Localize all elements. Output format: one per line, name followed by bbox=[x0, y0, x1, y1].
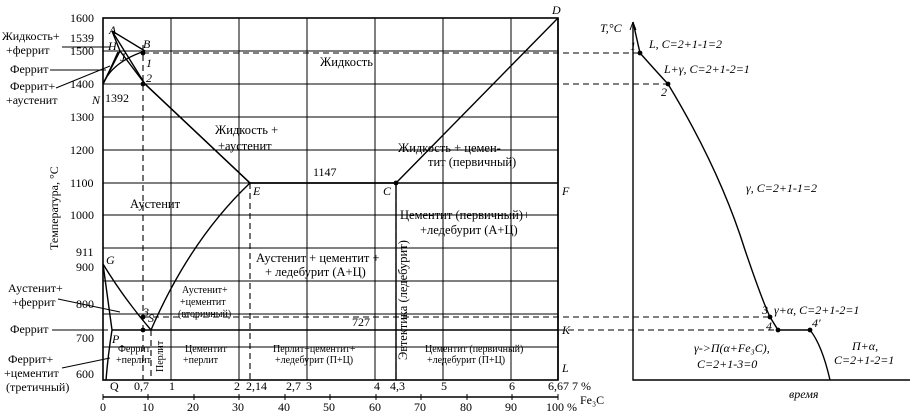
svg-text:γ+α, C=2+1-2=1: γ+α, C=2+1-2=1 bbox=[774, 303, 860, 317]
svg-text:H: H bbox=[108, 39, 117, 53]
y-tick-911: 911 bbox=[76, 245, 94, 259]
y-tick-1400: 1400 bbox=[70, 77, 94, 91]
svg-text:Цементит (первичный)+: Цементит (первичный)+ bbox=[400, 208, 530, 222]
svg-text:T,°C: T,°C bbox=[600, 21, 622, 35]
svg-text:C=2+1-2=1: C=2+1-2=1 bbox=[834, 353, 895, 367]
svg-text:Жидкость+: Жидкость+ bbox=[2, 29, 60, 43]
svg-text:(вторичный): (вторичный) bbox=[178, 309, 232, 320]
svg-text:2: 2 bbox=[661, 85, 667, 99]
svg-text:E: E bbox=[253, 184, 261, 198]
svg-text:Феррит: Феррит bbox=[118, 344, 151, 355]
svg-text:80: 80 bbox=[460, 400, 472, 414]
region-labels bbox=[116, 55, 530, 372]
svg-text:Феррит+: Феррит+ bbox=[10, 79, 56, 93]
svg-text:+перлит: +перлит bbox=[183, 355, 219, 366]
svg-text:+аустенит: +аустенит bbox=[218, 139, 272, 153]
svg-text:(третичный): (третичный) bbox=[6, 380, 70, 394]
svg-text:J: J bbox=[120, 50, 126, 64]
svg-text:L: L bbox=[562, 361, 569, 375]
y-axis-title: Температура, °С bbox=[47, 166, 61, 250]
svg-text:Жидкость: Жидкость bbox=[320, 55, 373, 69]
svg-text:1147: 1147 bbox=[313, 165, 337, 179]
svg-text:N: N bbox=[92, 93, 101, 107]
svg-text:Цементит: Цементит bbox=[185, 344, 227, 355]
svg-text:4,3: 4,3 bbox=[390, 379, 405, 393]
svg-text:50: 50 bbox=[323, 400, 335, 414]
svg-text:K: K bbox=[562, 323, 571, 337]
svg-text:4′: 4′ bbox=[812, 316, 821, 330]
svg-text:П+α,: П+α, bbox=[852, 339, 879, 353]
y-tick-1200: 1200 bbox=[70, 143, 94, 157]
svg-text:10: 10 bbox=[142, 400, 154, 414]
svg-text:F: F bbox=[562, 184, 570, 198]
svg-text:+аустенит: +аустенит bbox=[6, 93, 58, 107]
svg-text:20: 20 bbox=[187, 400, 199, 414]
svg-text:Аустенит+: Аустенит+ bbox=[8, 281, 63, 295]
svg-text:90: 90 bbox=[505, 400, 517, 414]
gp-line bbox=[103, 264, 112, 330]
y-tick-1600: 1600 bbox=[70, 11, 94, 25]
y-tick-600: 600 bbox=[76, 367, 94, 381]
svg-text:D: D bbox=[552, 3, 561, 17]
svg-text:L, C=2+1-1=2: L, C=2+1-1=2 bbox=[649, 37, 722, 51]
y-tick-900: 900 bbox=[76, 260, 94, 274]
svg-text:P: P bbox=[112, 332, 120, 346]
left-axis bbox=[47, 11, 94, 381]
svg-text:0: 0 bbox=[100, 400, 106, 414]
svg-text:Феррит+: Феррит+ bbox=[8, 352, 54, 366]
svg-text:1: 1 bbox=[146, 56, 152, 70]
svg-text:S: S bbox=[148, 311, 154, 325]
svg-text:+цементит: +цементит bbox=[4, 366, 59, 380]
svg-text:Цементит (первичный): Цементит (первичный) bbox=[425, 344, 524, 355]
svg-text:Феррит: Феррит bbox=[10, 62, 49, 76]
svg-text:Аустенит+: Аустенит+ bbox=[182, 285, 228, 296]
svg-text:+ледебурит (П+Ц): +ледебурит (П+Ц) bbox=[275, 355, 354, 366]
svg-text:Аустенит + цементит +: Аустенит + цементит + bbox=[256, 251, 380, 265]
svg-text:A: A bbox=[109, 23, 117, 37]
svg-text:727: 727 bbox=[352, 315, 370, 329]
y-tick-700: 700 bbox=[76, 331, 94, 345]
svg-text:+цементит: +цементит bbox=[180, 297, 226, 308]
svg-text:6,67: 6,67 bbox=[548, 379, 569, 393]
svg-text:2: 2 bbox=[146, 71, 152, 85]
svg-text:30: 30 bbox=[232, 400, 244, 414]
svg-text:C=2+1-3=0: C=2+1-3=0 bbox=[697, 357, 758, 371]
svg-text:1: 1 bbox=[169, 379, 175, 393]
svg-text:γ->П(α+Fe₃C),: γ->П(α+Fe₃C), bbox=[694, 341, 770, 355]
svg-text:B: B bbox=[143, 37, 151, 51]
svg-text:40: 40 bbox=[278, 400, 290, 414]
svg-text:1392: 1392 bbox=[105, 91, 129, 105]
svg-text:2,7: 2,7 bbox=[286, 379, 301, 393]
svg-text:Жидкость +: Жидкость + bbox=[215, 123, 279, 137]
svg-text:Перлит: Перлит bbox=[155, 340, 166, 372]
svg-text:3: 3 bbox=[306, 379, 312, 393]
svg-text:+ледебурит (А+Ц): +ледебурит (А+Ц) bbox=[420, 223, 518, 237]
svg-text:C: C bbox=[383, 184, 392, 198]
svg-text:6: 6 bbox=[509, 379, 515, 393]
svg-text:G: G bbox=[106, 253, 115, 267]
svg-text:Жидкость + цемен-: Жидкость + цемен- bbox=[398, 141, 501, 155]
svg-text:Fe₃C: Fe₃C bbox=[580, 393, 605, 407]
svg-text:+феррит: +феррит bbox=[6, 43, 50, 57]
svg-text:3: 3 bbox=[762, 303, 768, 317]
svg-text:+перлит: +перлит bbox=[116, 355, 152, 366]
svg-text:60: 60 bbox=[369, 400, 381, 414]
svg-text:1: 1 bbox=[630, 39, 636, 53]
y-tick-1500: 1500 bbox=[70, 44, 94, 58]
svg-text:тит (первичный): тит (первичный) bbox=[428, 155, 517, 169]
svg-text:70: 70 bbox=[414, 400, 426, 414]
svg-text:Феррит: Феррит bbox=[10, 322, 49, 336]
svg-text:100 %: 100 % bbox=[546, 400, 577, 414]
y-tick-1300: 1300 bbox=[70, 110, 94, 124]
svg-text:5: 5 bbox=[441, 379, 447, 393]
cooling-curve-panel bbox=[600, 21, 910, 401]
bottom-axis bbox=[100, 379, 604, 414]
svg-text:2,14: 2,14 bbox=[246, 379, 267, 393]
svg-text:+феррит: +феррит bbox=[12, 295, 56, 309]
svg-text:4: 4 bbox=[766, 319, 772, 333]
svg-text:2: 2 bbox=[234, 379, 240, 393]
svg-text:3: 3 bbox=[143, 305, 149, 319]
svg-text:4: 4 bbox=[374, 379, 380, 393]
svg-text:+ ледебурит (А+Ц): + ледебурит (А+Ц) bbox=[265, 265, 366, 279]
alloy-points bbox=[141, 51, 399, 333]
y-tick-800: 800 bbox=[76, 297, 94, 311]
svg-text:+ледебурит (П+Ц): +ледебурит (П+Ц) bbox=[427, 355, 506, 366]
svg-text:γ, C=2+1-1=2: γ, C=2+1-1=2 bbox=[746, 181, 818, 195]
svg-text:Перлит+цементит+: Перлит+цементит+ bbox=[273, 344, 356, 355]
svg-text:Эвтектика (ледебурит): Эвтектика (ледебурит) bbox=[396, 240, 410, 360]
svg-text:7 %: 7 % bbox=[572, 379, 591, 393]
svg-text:Q: Q bbox=[110, 379, 119, 393]
y-tick-1000: 1000 bbox=[70, 208, 94, 222]
svg-text:0,7: 0,7 bbox=[134, 379, 149, 393]
svg-text:время: время bbox=[789, 387, 819, 401]
y-tick-1539: 1539 bbox=[70, 31, 94, 45]
svg-text:L+γ, C=2+1-2=1: L+γ, C=2+1-2=1 bbox=[664, 62, 750, 76]
peritectic-hb bbox=[112, 31, 145, 51]
svg-text:Аустенит: Аустенит bbox=[130, 197, 181, 211]
y-tick-1100: 1100 bbox=[70, 176, 94, 190]
